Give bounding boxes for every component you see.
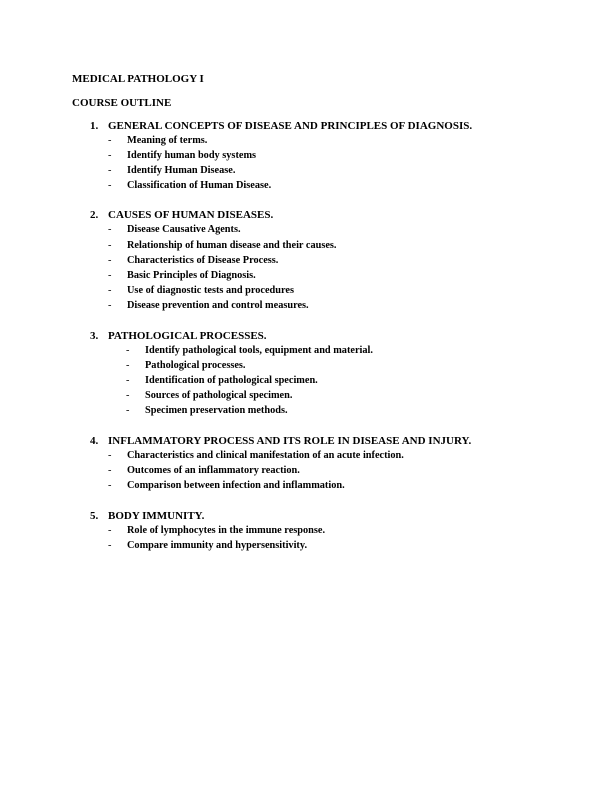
list-item: - Characteristics and clinical manifestation of an acute infection. xyxy=(108,450,404,461)
bullet-dash: - xyxy=(108,224,112,235)
bullet-dash: - xyxy=(108,480,112,491)
section-title: GENERAL CONCEPTS OF DISEASE AND PRINCIPLES OF DIAGNOSIS. xyxy=(108,120,473,132)
bullet-dash: - xyxy=(126,360,130,371)
section-heading xyxy=(90,120,472,133)
list-item: - Pathological processes. xyxy=(126,360,246,371)
section-heading xyxy=(90,209,273,222)
bullet-dash: - xyxy=(126,405,130,416)
list-item: - Meaning of terms. xyxy=(108,135,208,146)
list-item: - Role of lymphocytes in the immune response. xyxy=(108,525,326,536)
bullet-dash: - xyxy=(108,240,112,251)
bullet-dash: - xyxy=(108,255,112,266)
list-item: - Identify human body systems xyxy=(108,150,257,161)
list-item: - Comparison between infection and inflammation. xyxy=(108,480,345,491)
bullet-dash: - xyxy=(108,465,112,476)
list-item: - Disease Causative Agents. xyxy=(108,224,241,235)
section-number: 3. xyxy=(90,330,99,342)
section-number: 1. xyxy=(90,120,99,132)
section-title: CAUSES OF HUMAN DISEASES. xyxy=(108,209,274,221)
bullet-dash: - xyxy=(108,525,112,536)
section-title: INFLAMMATORY PROCESS AND ITS ROLE IN DISEASE AND INJURY. xyxy=(108,435,472,447)
bullet-dash: - xyxy=(108,165,112,176)
bullet-dash: - xyxy=(108,540,112,551)
list-item: - Relationship of human disease and their causes. xyxy=(108,240,337,251)
list-item: - Outcomes of an inflammatory reaction. xyxy=(108,465,300,476)
list-item: - Sources of pathological specimen. xyxy=(126,390,293,401)
bullet-dash: - xyxy=(108,450,112,461)
list-item: - Specimen preservation methods. xyxy=(126,405,288,416)
list-item: - Identification of pathological specimen. xyxy=(126,375,318,386)
bullet-dash: - xyxy=(108,180,112,191)
bullet-dash: - xyxy=(108,270,112,281)
bullet-dash: - xyxy=(108,285,112,296)
list-item: - Characteristics of Disease Process. xyxy=(108,255,279,266)
section-heading xyxy=(90,330,267,343)
list-item: - Compare immunity and hypersensitivity. xyxy=(108,540,308,551)
document-subtitle: COURSE OUTLINE xyxy=(72,97,172,109)
section-heading xyxy=(90,435,471,448)
section-number: 2. xyxy=(90,209,99,221)
section-title: BODY IMMUNITY. xyxy=(108,510,205,522)
list-item: - Basic Principles of Diagnosis. xyxy=(108,270,256,281)
section-number: 5. xyxy=(90,510,99,522)
list-item: - Classification of Human Disease. xyxy=(108,180,272,191)
document-title: MEDICAL PATHOLOGY I xyxy=(72,73,204,85)
section-heading xyxy=(90,510,204,523)
list-item: - Disease prevention and control measures. xyxy=(108,300,309,311)
bullet-dash: - xyxy=(108,300,112,311)
bullet-dash: - xyxy=(126,390,130,401)
bullet-dash: - xyxy=(126,375,130,386)
section-title: PATHOLOGICAL PROCESSES. xyxy=(108,330,267,342)
list-item: - Identify Human Disease. xyxy=(108,165,236,176)
section-number: 4. xyxy=(90,435,99,447)
bullet-dash: - xyxy=(108,135,112,146)
bullet-dash: - xyxy=(108,150,112,161)
bullet-dash: - xyxy=(126,345,130,356)
list-item: - Use of diagnostic tests and procedures xyxy=(108,285,294,296)
list-item: - Identify pathological tools, equipment and material. xyxy=(126,345,373,356)
